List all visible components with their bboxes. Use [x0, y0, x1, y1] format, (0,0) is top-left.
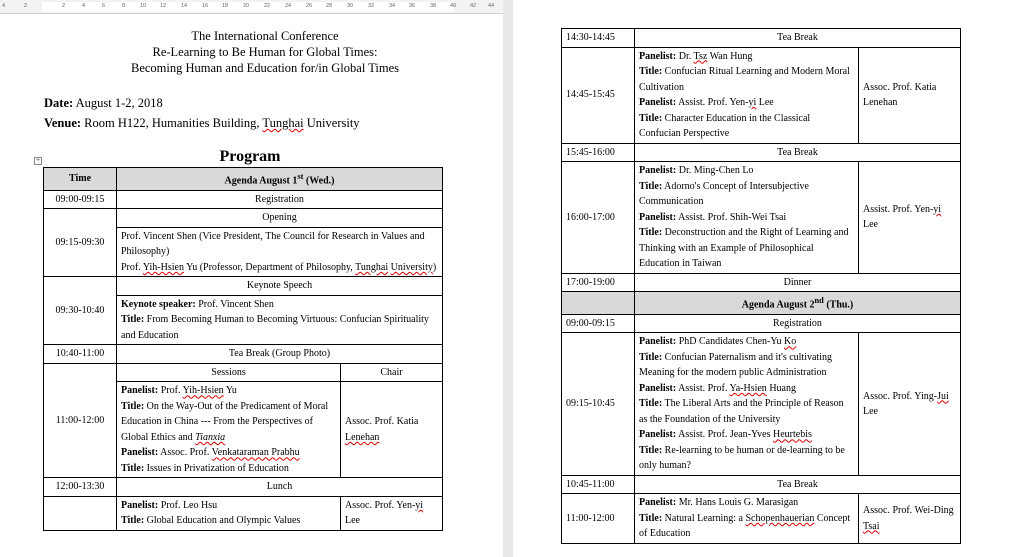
chair-header: Chair: [341, 363, 443, 382]
value: Ya-Hsien: [729, 382, 767, 394]
label: Title:: [639, 444, 663, 456]
opening-speakers: [117, 227, 443, 277]
program-heading: Program: [219, 148, 281, 165]
table-row: [562, 475, 961, 494]
title-line: [639, 111, 854, 142]
table-row: [44, 190, 443, 209]
text-part: ): [432, 261, 437, 273]
chair-name: Assoc. Prof. Katia: [345, 416, 419, 428]
chair-cell: [341, 382, 443, 478]
chair-name: yi: [415, 499, 424, 511]
table-row: [562, 273, 961, 292]
label: Panelist:: [121, 499, 159, 511]
value: From Becoming Human to Becoming Virtuous: Confucian Spirituality and Education: [121, 314, 429, 341]
table-row: [44, 209, 443, 228]
label: Panelist:: [639, 382, 677, 394]
label: Panelist:: [639, 429, 677, 441]
conference-title: [40, 28, 490, 76]
chair-cell: [341, 496, 443, 530]
time-cell: 11:00-12:00: [562, 494, 635, 544]
date-value: August 1-2, 2018: [75, 96, 163, 110]
panelist-line: [639, 495, 854, 511]
ruler-tick: 14: [181, 3, 188, 9]
value: Dr.: [676, 50, 694, 62]
value: PhD Candidates Chen-Yu: [676, 336, 784, 348]
value: Re-learning to be human or de-learning to be only human?: [639, 444, 845, 472]
header-agenda-day1: [117, 168, 443, 191]
panelist-line: [121, 498, 336, 514]
keynote-title: [121, 312, 438, 343]
agenda-text: (Wed.): [303, 175, 335, 187]
time-cell: 09:00-09:15: [44, 190, 117, 209]
venue-value-part: Tunghai: [262, 116, 304, 130]
table-row: [562, 494, 961, 544]
speaker-line: Prof. Vincent Shen (Vice President, The Council for Research in Values and Philosophy): [121, 230, 425, 258]
value: Tianxia: [195, 431, 226, 443]
title-line: [639, 64, 854, 95]
label: Panelist:: [121, 447, 159, 459]
event-cell: Opening: [117, 209, 443, 228]
header-agenda-day2: [635, 292, 961, 315]
table-row: [562, 162, 961, 274]
ruler-tick: 32: [368, 3, 375, 9]
table-row: [562, 333, 961, 476]
value: Yih-Hsien: [182, 385, 224, 397]
venue-line: [44, 116, 360, 131]
keynote-speaker: [121, 297, 438, 313]
document-page-left: [0, 0, 503, 557]
agenda-text: Agenda August 2: [741, 299, 815, 311]
label: Title:: [121, 314, 145, 326]
table-row: [562, 314, 961, 333]
value: Issues in Privatization of Education: [144, 462, 289, 474]
label: Title:: [639, 66, 663, 77]
program-table-continued: [561, 28, 961, 544]
event-cell: Tea Break: [635, 143, 961, 162]
chair-name: Lenehan: [345, 431, 380, 443]
time-cell: 15:45-16:00: [562, 143, 635, 162]
time-cell: 14:30-14:45: [562, 29, 635, 48]
ruler-tick: 38: [430, 3, 437, 9]
ruler-tick: 16: [202, 3, 209, 9]
event-cell: Keynote Speech: [117, 277, 443, 296]
chair-cell: [859, 333, 961, 476]
panelist-line: [639, 163, 854, 179]
value: Natural Learning: a: [662, 512, 746, 524]
ruler-tick: 12: [160, 3, 167, 9]
time-cell: 16:00-17:00: [562, 162, 635, 274]
time-cell: 10:45-11:00: [562, 475, 635, 494]
label: Panelist:: [639, 165, 677, 176]
time-cell: 09:15-10:45: [562, 333, 635, 476]
venue-value: Room H122, Humanities Building,: [84, 116, 263, 130]
event-cell: Tea Break (Group Photo): [117, 345, 443, 364]
value: yi: [748, 97, 757, 108]
sessions-header: Sessions: [117, 363, 341, 382]
label: Panelist:: [639, 336, 677, 348]
session-cell: [635, 162, 859, 274]
title-line: [639, 225, 854, 272]
value: Character Education in the Classical Confucian Perspective: [639, 112, 811, 139]
time-cell: [44, 496, 117, 530]
agenda-text: (Thu.): [823, 299, 854, 311]
keynote-details: [117, 295, 443, 345]
table-row: [44, 277, 443, 296]
value: Yu: [223, 385, 237, 397]
table-row: [44, 363, 443, 382]
label: Title:: [639, 227, 663, 238]
value: Wan Hung: [707, 50, 753, 62]
value: Assist. Prof. Yen-: [676, 97, 749, 108]
value: Global Education and Olympic Values: [144, 515, 301, 527]
table-row: [562, 143, 961, 162]
title-line: [121, 399, 336, 446]
label: Panelist:: [639, 50, 677, 62]
value: Ko: [784, 336, 797, 348]
chair-name: Jui: [937, 390, 949, 402]
title-line: [639, 511, 854, 542]
horizontal-ruler[interactable]: [0, 0, 503, 14]
date-line: [44, 96, 163, 111]
value: The Liberal Arts and the Principle of Reason as the Foundation of the University: [639, 398, 844, 425]
value: Dr. Ming-Chen Lo: [676, 165, 754, 176]
ruler-tick: 2: [62, 3, 66, 9]
table-row: [44, 345, 443, 364]
label: Title:: [121, 462, 145, 474]
table-header-row: [562, 292, 961, 315]
label: Keynote speaker:: [121, 298, 196, 310]
time-cell: 09:15-09:30: [44, 209, 117, 277]
panelist-line: [121, 445, 336, 461]
ruler-tick: 24: [285, 3, 292, 9]
text-part: University: [390, 261, 433, 273]
chair-name: Lee: [863, 406, 878, 418]
value: Assist. Prof. Jean-Yves: [676, 429, 773, 441]
chair-name: Assoc. Prof. Ying-: [863, 390, 938, 402]
ruler-tick: 18: [222, 3, 229, 9]
value: Deconstruction and the Right of Learning and Thinking with an Example of Philosophical Education in Taiwan: [639, 227, 849, 269]
time-cell: 14:45-15:45: [562, 47, 635, 143]
value: Heurtebis: [773, 429, 812, 441]
speaker-line: [121, 260, 438, 276]
title-line: [639, 179, 854, 210]
label: Title:: [639, 398, 663, 410]
value: Assist. Prof. Shih-Wei Tsai: [676, 211, 787, 223]
title-line: [639, 443, 854, 474]
panelist-line: [639, 334, 854, 350]
panelist-line: [639, 381, 854, 397]
value: Adorno's Concept of Intersubjective Communication: [639, 180, 809, 207]
panelist-line: [639, 95, 854, 111]
ruler-tick: 42: [470, 3, 477, 9]
session-cell: [635, 333, 859, 476]
value: Assoc. Prof.: [158, 447, 212, 459]
session-cell: [635, 47, 859, 143]
ruler-tick: 30: [347, 3, 354, 9]
ruler-tick: 28: [326, 3, 333, 9]
value: Confucian Ritual Learning and Modern Moral Cultivation: [639, 66, 850, 93]
value: Schopenhauerian: [745, 512, 815, 524]
title-line: [121, 461, 336, 477]
panelist-line: [639, 210, 854, 226]
value: Tsz: [693, 50, 708, 62]
text-part: Yih-Hsien: [142, 261, 184, 273]
date-label: Date:: [44, 96, 74, 110]
table-row: [562, 47, 961, 143]
title-line: [121, 513, 336, 529]
value: Prof. Leo Hsu: [158, 499, 218, 511]
agenda-text: Agenda August 1: [224, 175, 298, 187]
ruler-tick: 8: [122, 3, 126, 9]
chair-name: Tsai: [863, 520, 880, 532]
chair-name: Lee: [863, 219, 878, 231]
page-gap: [503, 0, 513, 557]
document-page-right: [513, 0, 1024, 557]
event-cell: Registration: [117, 190, 443, 209]
event-cell: Dinner: [635, 273, 961, 292]
value: On the Way-Out of the Predicament of Moral Education in China --- From the Perspectives of Global Ethics and: [121, 400, 329, 443]
ruler-tick: 36: [409, 3, 416, 9]
agenda-sup: st: [297, 172, 304, 181]
label: Title:: [639, 180, 663, 192]
value: Mr. Hans Louis G. Marasigan: [676, 497, 799, 509]
label: Title:: [639, 112, 663, 124]
text-part: Tunghai: [355, 261, 389, 273]
ruler-tick: 26: [306, 3, 313, 9]
table-row: [44, 478, 443, 497]
chair-cell: [859, 494, 961, 544]
event-cell: Tea Break: [635, 29, 961, 48]
label: Title:: [639, 351, 663, 363]
ruler-tick: 44: [488, 3, 495, 9]
chair-name: Assoc. Prof. Wei-Ding: [863, 505, 954, 517]
label: Panelist:: [639, 97, 677, 108]
table-row: [562, 29, 961, 48]
ruler-tick: 4: [2, 3, 6, 9]
table-header-row: [44, 168, 443, 191]
event-cell: Tea Break: [635, 475, 961, 494]
time-cell: 09:30-10:40: [44, 277, 117, 345]
ruler-tick: 40: [450, 3, 457, 9]
event-cell: Lunch: [117, 478, 443, 497]
title-line: [639, 350, 854, 381]
time-cell: 17:00-19:00: [562, 273, 635, 292]
value: Prof.: [158, 385, 183, 397]
label: Title:: [639, 512, 663, 524]
text-part: Yu (Professor, Department of Philosophy,: [183, 261, 356, 273]
value: Lee: [756, 97, 774, 108]
venue-value-part: University: [303, 116, 360, 130]
value: Concept of Education: [639, 512, 851, 540]
title-line: [639, 396, 854, 427]
header-time: Time: [44, 168, 117, 191]
time-cell: 09:00-09:15: [562, 314, 635, 333]
label: Panelist:: [639, 497, 677, 509]
ruler-tick: 2: [24, 3, 28, 9]
chair-name: Lee: [345, 515, 360, 527]
event-cell: Registration: [635, 314, 961, 333]
program-table-day1: [43, 167, 443, 531]
ruler-tick: 22: [264, 3, 271, 9]
chair-name: Assist. Prof. Yen-: [863, 203, 934, 215]
value: Assist. Prof.: [676, 382, 730, 394]
title-line-3: Becoming Human and Education for/in Global Times: [130, 61, 400, 75]
value: Confucian Paternalism and it's cultivating Meaning for the modern public Administration: [639, 351, 832, 379]
header-time-empty: [562, 292, 635, 315]
panelist-line: [639, 427, 854, 443]
ruler-tick: 20: [243, 3, 250, 9]
panelist-line: [121, 383, 336, 399]
time-cell: 12:00-13:30: [44, 478, 117, 497]
label: Panelist:: [639, 211, 677, 223]
time-cell: 11:00-12:00: [44, 363, 117, 478]
session-cell: [635, 494, 859, 544]
chair-name: Assoc. Prof. Yen-: [345, 499, 416, 511]
agenda-sup: nd: [814, 296, 824, 305]
ruler-tick: 4: [82, 3, 86, 9]
ruler-tick: 6: [102, 3, 106, 9]
chair-name: yi: [933, 203, 942, 215]
panelist-line: [639, 49, 854, 65]
session-cell: [117, 496, 341, 530]
label: Title:: [121, 400, 145, 412]
table-row: [44, 496, 443, 530]
value: Huang: [766, 382, 796, 394]
chair-cell: [859, 162, 961, 274]
chair-cell: Assoc. Prof. Katia Lenehan: [859, 47, 961, 143]
ruler-tick: 34: [389, 3, 396, 9]
time-cell: 10:40-11:00: [44, 345, 117, 364]
value: Venkataraman Prabhu: [211, 447, 300, 459]
venue-label: Venue:: [44, 116, 82, 130]
table-move-handle-icon[interactable]: +: [35, 157, 41, 164]
title-line-1: The International Conference: [191, 29, 339, 43]
value: Prof. Vincent Shen: [195, 298, 274, 310]
label: Panelist:: [121, 385, 159, 397]
ruler-tick: 10: [140, 3, 147, 9]
text-part: Prof.: [121, 261, 143, 273]
title-line-2: Re-Learning to Be Human for Global Times:: [152, 45, 378, 59]
session-cell: [117, 382, 341, 478]
label: Title:: [121, 515, 145, 527]
